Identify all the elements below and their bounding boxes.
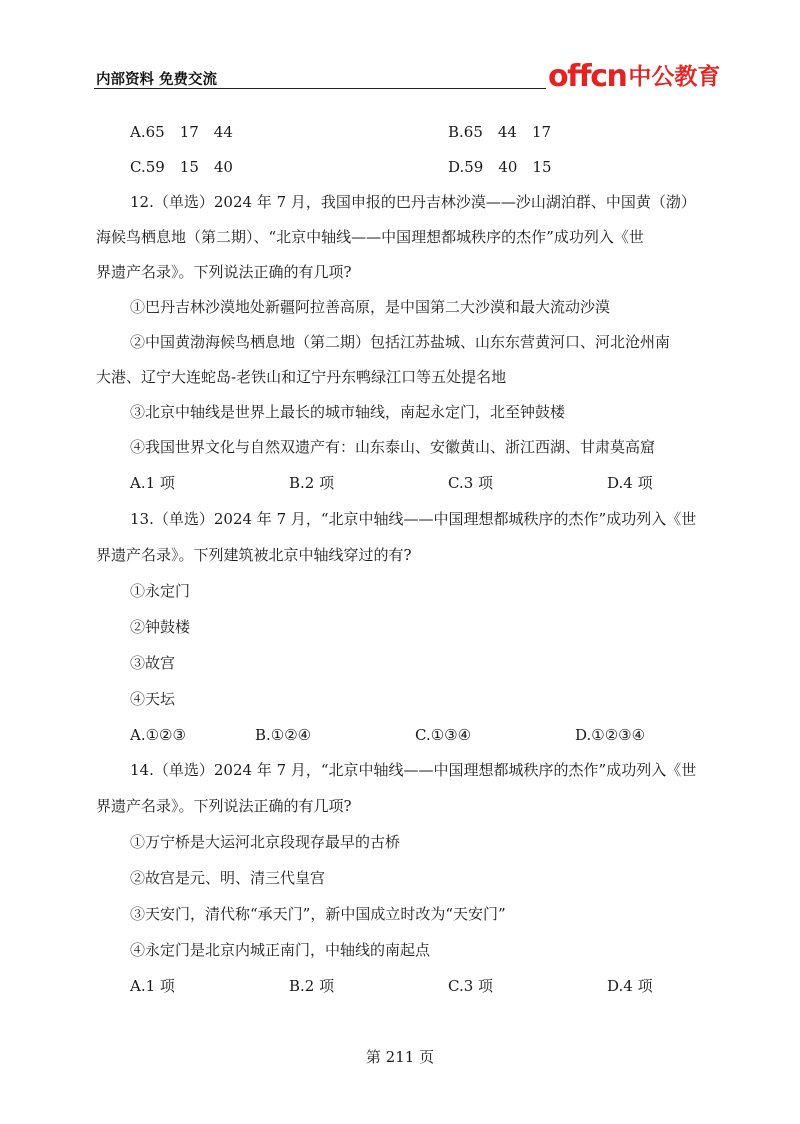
q13-option-d: D.①②③④ bbox=[575, 726, 646, 744]
q14-option-c: C.3 项 bbox=[448, 977, 494, 995]
q13-option-c: C.①③④ bbox=[415, 726, 472, 744]
q12-option-a: A.1 项 bbox=[130, 474, 175, 492]
q14-item-4: ④永定门是北京内城正南门，中轴线的南起点 bbox=[130, 941, 431, 959]
q12-item-2: ②中国黄渤海候鸟栖息地（第二期）包括江苏盐城、山东东营黄河口、河北沧州南 bbox=[130, 333, 671, 351]
header-divider bbox=[94, 88, 546, 89]
q13-stem-line-2: 界遗产名录》。下列建筑被北京中轴线穿过的有? bbox=[96, 546, 412, 564]
q14-item-3: ③天安门，清代称“承天门”，新中国成立时改为“天安门” bbox=[130, 905, 506, 923]
q12-item-3: ③北京中轴线是世界上最长的城市轴线，南起永定门，北至钟鼓楼 bbox=[130, 403, 566, 421]
q13-item-1: ①永定门 bbox=[130, 582, 191, 600]
prev-option-a: A.65 17 44 bbox=[130, 123, 233, 141]
offcn-logo bbox=[548, 59, 721, 94]
q12-item-2-cont: 大港、辽宁大连蛇岛-老铁山和辽宁丹东鸭绿江口等五处提名地 bbox=[96, 368, 507, 386]
q14-option-b: B.2 项 bbox=[289, 977, 335, 995]
logo-chinese: 中公教育 bbox=[628, 64, 721, 90]
q12-item-4: ④我国世界文化与自然双遗产有：山东泰山、安徽黄山、浙江西湖、甘肃莫高窟 bbox=[130, 438, 656, 456]
q12-stem-line-1: 12.（单选）2024 年 7 月，我国申报的巴丹吉林沙漠——沙山湖泊群、中国黄（渤） bbox=[130, 193, 696, 211]
q13-stem-line-1: 13.（单选）2024 年 7 月，“北京中轴线——中国理想都城秩序的杰作”成功列入《世 bbox=[130, 510, 697, 528]
q13-option-b: B.①②④ bbox=[255, 726, 312, 744]
q13-option-a: A.①②③ bbox=[130, 726, 186, 744]
q12-stem-line-3: 界遗产名录》。下列说法正确的有几项? bbox=[96, 263, 352, 281]
q14-stem-line-2: 界遗产名录》。下列说法正确的有几项? bbox=[96, 797, 352, 815]
page-number: 第 211 页 bbox=[365, 1048, 435, 1066]
q12-option-c: C.3 项 bbox=[448, 474, 494, 492]
q12-option-b: B.2 项 bbox=[289, 474, 335, 492]
q14-option-a: A.1 项 bbox=[130, 977, 175, 995]
q12-option-d: D.4 项 bbox=[607, 474, 653, 492]
q13-item-3: ③故宫 bbox=[130, 654, 176, 672]
q14-item-1: ①万宁桥是大运河北京段现存最早的古桥 bbox=[130, 833, 401, 851]
q14-stem-line-1: 14.（单选）2024 年 7 月，“北京中轴线——中国理想都城秩序的杰作”成功列入《世 bbox=[130, 761, 697, 779]
q13-item-4: ④天坛 bbox=[130, 690, 176, 708]
q14-option-d: D.4 项 bbox=[607, 977, 653, 995]
q12-stem-line-2: 海候鸟栖息地（第二期）、“北京中轴线——中国理想都城秩序的杰作”成功列入《世 bbox=[96, 228, 644, 246]
q12-item-1: ①巴丹吉林沙漠地处新疆阿拉善高原，是中国第二大沙漠和最大流动沙漠 bbox=[130, 298, 611, 316]
logo-wordmark: offcn bbox=[548, 59, 627, 94]
prev-option-c: C.59 15 40 bbox=[130, 158, 233, 176]
prev-option-d: D.59 40 15 bbox=[448, 158, 552, 176]
q13-item-2: ②钟鼓楼 bbox=[130, 618, 191, 636]
prev-option-b: B.65 44 17 bbox=[448, 123, 552, 141]
header-label: 内部资料 免费交流 bbox=[96, 72, 218, 88]
q14-item-2: ②故宫是元、明、清三代皇宫 bbox=[130, 869, 326, 887]
